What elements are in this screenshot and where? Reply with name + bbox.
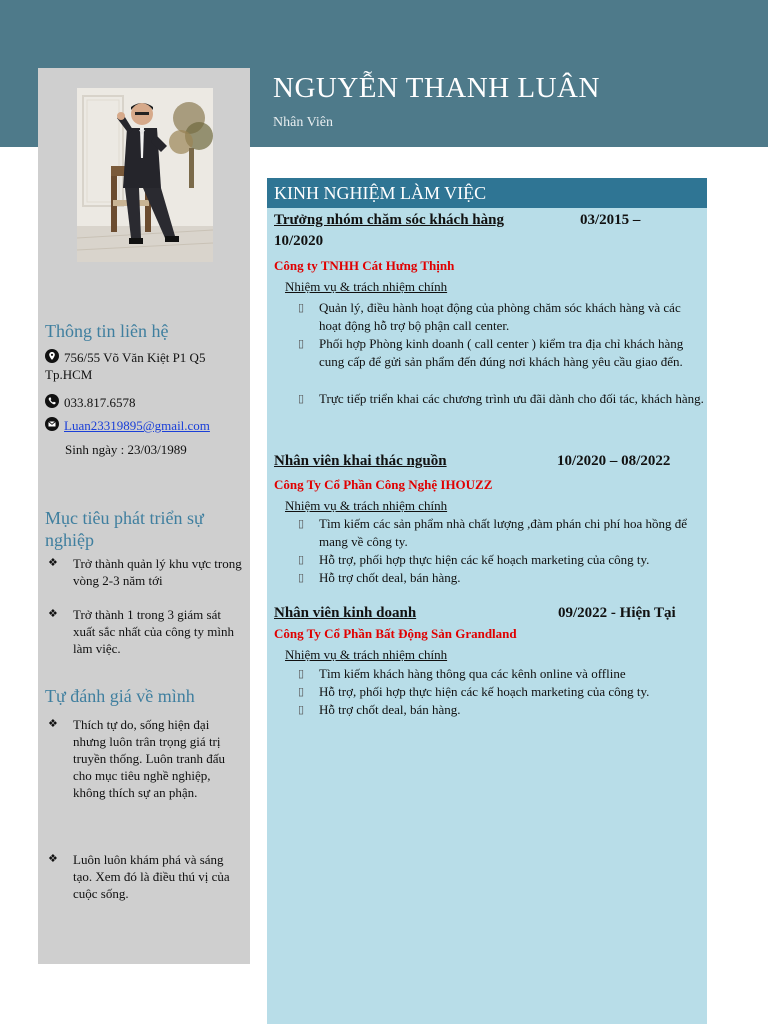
- box-bullet-icon: ▯: [298, 686, 305, 698]
- box-bullet-icon: ▯: [298, 572, 305, 584]
- phone-icon: [45, 394, 59, 408]
- duty-label: Nhiệm vụ & trách nhiệm chính: [285, 647, 448, 662]
- self-assessment-heading: Tự đánh giá về mình: [45, 686, 195, 706]
- box-bullet-icon: ▯: [298, 338, 305, 350]
- duty-item: ▯ Tìm kiếm khách hàng thông qua các kênh online và offline: [298, 666, 626, 681]
- duty-item: ▯ Phối hợp Phòng kinh doanh ( call center ) kiểm tra địa chỉ khách hàng cung cấp để gửi sản phẩm đến đúng nơi khách hàng yêu cầu giao đến.: [298, 336, 684, 369]
- self-assessment-item: ❖ Luôn luôn khám phá và sáng tạo. Xem đó là điều thú vị của cuộc sống.: [48, 852, 230, 901]
- contact-heading: Thông tin liên hệ: [45, 321, 169, 341]
- duty-label: Nhiệm vụ & trách nhiệm chính: [285, 498, 448, 513]
- duty-item: ▯ Trực tiếp triển khai các chương trình ưu đãi dành cho đối tác, khách hàng.: [298, 391, 704, 406]
- address-text: 756/55 Võ Văn Kiệt P1 Q5 Tp.HCM: [45, 350, 206, 382]
- diamond-bullet-icon: ❖: [48, 608, 58, 620]
- goals-heading: Mục tiêu phát triển sự nghiệp: [45, 508, 204, 550]
- phone-text: 033.817.6578: [64, 395, 136, 410]
- email-link[interactable]: Luan23319895@gmail.com: [64, 418, 210, 433]
- map-pin-icon: [45, 349, 59, 363]
- box-bullet-icon: ▯: [298, 668, 305, 680]
- duty-item: ▯ Hỗ trợ, phối hợp thực hiện các kế hoạch marketing của công ty.: [298, 684, 650, 699]
- job-period-end: 10/2020: [274, 233, 324, 249]
- company-name: Công Ty Cổ Phần Công Nghệ IHOUZZ: [274, 477, 493, 492]
- self-assessment-item: ❖ Thích tự do, sống hiện đại nhưng luôn trân trọng giá trị truyền thống. Luôn tranh đấu cho mục tiêu nghề nghiệp, không thích sự an phận.: [48, 717, 225, 800]
- duty-item: ▯ Hỗ trợ, phối hợp thực hiện các kế hoạch marketing của công ty.: [298, 552, 650, 567]
- contact-address: [45, 349, 245, 383]
- duty-label: Nhiệm vụ & trách nhiệm chính: [285, 279, 448, 294]
- job-title: Nhân viên kinh doanh: [274, 605, 417, 621]
- profile-photo-illustration: [77, 88, 213, 262]
- candidate-name: NGUYỄN THANH LUÂN: [273, 72, 600, 104]
- job-period: 09/2022 - Hiện Tại: [558, 605, 676, 621]
- birthday-text: Sinh ngày : 23/03/1989: [65, 442, 187, 457]
- company-name: Công Ty Cổ Phần Bất Động Sản Grandland: [274, 626, 517, 641]
- diamond-bullet-icon: ❖: [48, 853, 58, 865]
- duty-item: ▯ Tìm kiếm các sản phẩm nhà chất lượng ,đàm phán chi phí hoa hồng để mang về công ty.: [298, 516, 688, 549]
- diamond-bullet-icon: ❖: [48, 718, 58, 730]
- job-title: Trưởng nhóm chăm sóc khách hàng: [274, 212, 504, 228]
- job-period: 03/2015 –: [580, 212, 641, 228]
- job-title: Nhân viên khai thác nguồn: [274, 453, 447, 469]
- diamond-bullet-icon: ❖: [48, 557, 58, 569]
- experience-heading: KINH NGHIỆM LÀM VIỆC: [267, 178, 707, 208]
- email-icon: [45, 417, 59, 431]
- contact-phone: [45, 394, 136, 411]
- duty-item: ▯ Hỗ trợ chốt deal, bán hàng.: [298, 570, 461, 585]
- box-bullet-icon: ▯: [298, 704, 305, 716]
- box-bullet-icon: ▯: [298, 393, 305, 405]
- goal-item: ❖ Trở thành quản lý khu vực trong vòng 2-3 năm tới: [48, 556, 242, 588]
- company-name: Công ty TNHH Cát Hưng Thịnh: [274, 258, 455, 273]
- box-bullet-icon: ▯: [298, 554, 305, 566]
- profile-photo: [77, 88, 213, 262]
- contact-email: [45, 417, 210, 434]
- box-bullet-icon: ▯: [298, 518, 305, 530]
- job-period: 10/2020 – 08/2022: [557, 453, 671, 469]
- duty-item: ▯ Hỗ trợ chốt deal, bán hàng.: [298, 702, 461, 717]
- duty-item: ▯ Quản lý, điều hành hoạt động của phòng chăm sóc khách hàng và các hoạt động hỗ trợ bộ phận call center.: [298, 300, 681, 333]
- candidate-position: Nhân Viên: [273, 115, 333, 130]
- goal-item: ❖ Trở thành 1 trong 3 giám sát xuất sắc nhất của công ty mình làm việc.: [48, 607, 235, 656]
- box-bullet-icon: ▯: [298, 302, 305, 314]
